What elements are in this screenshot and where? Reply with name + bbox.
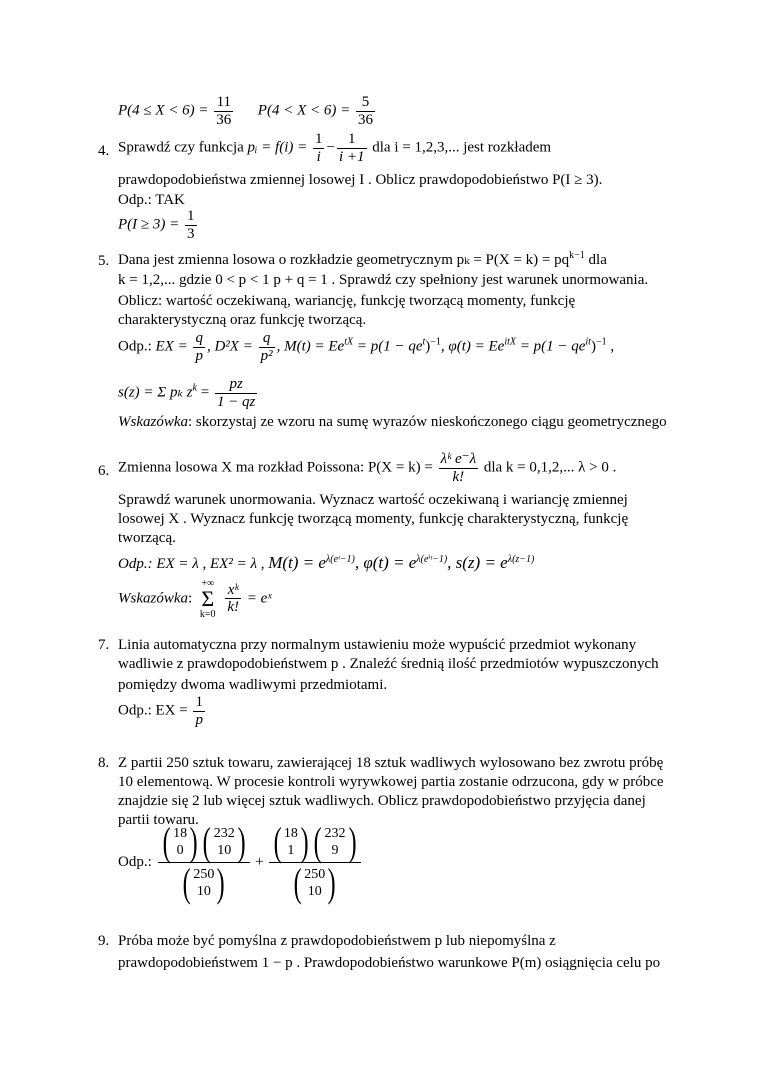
eq2-num: 5 bbox=[356, 94, 375, 112]
q5-sz bbox=[118, 376, 259, 410]
q8-b2-bot: 10 bbox=[217, 843, 232, 858]
q8-binom-250-10-b: ( 250 10 ) bbox=[293, 860, 336, 905]
eq1-fraction bbox=[214, 94, 233, 128]
q4-ans-num: 1 bbox=[187, 208, 195, 224]
q6-sum-bot: k=0 bbox=[199, 608, 216, 620]
q8-b5-top: 232 bbox=[324, 825, 346, 841]
q5-mt3: ) bbox=[425, 338, 431, 355]
q8-b6-bot: 10 bbox=[307, 884, 322, 899]
q7-odp: Odp.: EX = bbox=[118, 702, 188, 719]
q5-line1-end: dla bbox=[584, 252, 607, 268]
q6-f-num: λᵏ e⁻λ bbox=[440, 451, 477, 467]
q6-hint-label: Wskazówka bbox=[118, 590, 188, 607]
q6-mt-sup: λ(eᵗ−1) bbox=[325, 554, 355, 565]
q5-hint bbox=[118, 414, 667, 431]
q5-sz-den: 1 − qz bbox=[216, 393, 256, 410]
q6-sum-top: +∞ bbox=[201, 578, 215, 589]
q6-text-a: Zmienna losowa X ma rozkład Poissona: P(X = k) = bbox=[118, 459, 433, 476]
q5-d2-den: p² bbox=[260, 347, 273, 364]
q5-sz-sup: k bbox=[192, 382, 197, 394]
q8-b4-bot: 1 bbox=[287, 843, 295, 858]
q4-answer-label: Odp.: TAK bbox=[118, 192, 185, 208]
q8-frac2 bbox=[269, 819, 361, 905]
q5-ex: EX = bbox=[155, 338, 188, 355]
q6-f-den: k! bbox=[452, 468, 465, 485]
q7-ans-den: p bbox=[195, 711, 203, 728]
eq1-den: 36 bbox=[216, 111, 232, 128]
q8-number: 8. bbox=[98, 755, 110, 771]
q5-line1 bbox=[118, 250, 607, 269]
q5-phi2: = p(1 − qe bbox=[515, 338, 586, 355]
q4-f2-den: i +1 bbox=[338, 148, 365, 165]
q5-mt: , M(t) = Ee bbox=[276, 338, 345, 355]
q8-binom-18-1: ( 18 1 ) bbox=[273, 819, 309, 864]
q5-ex-den: p bbox=[195, 347, 203, 364]
q8-b4-top: 18 bbox=[283, 825, 298, 841]
q5-sz-eq: = bbox=[196, 384, 210, 401]
q7-ans-num: 1 bbox=[195, 694, 203, 710]
q4-ans-eq-label: P(I ≥ 3) = bbox=[118, 216, 180, 233]
q6-h-eq: = eˣ bbox=[246, 590, 272, 607]
q5-d2-frac bbox=[259, 330, 275, 364]
q8-line1: Z partii 250 sztuk towaru, zawierającej 18 sztuk wadliwych wylosowano bez zwrotu próbę bbox=[118, 755, 664, 771]
q8-b5-bot: 9 bbox=[331, 843, 339, 858]
q4-f1-den: i bbox=[316, 148, 321, 165]
q5-phi-sup: itX bbox=[504, 336, 516, 348]
q6-phi-sup: λ(eⁱᵗ−1) bbox=[416, 554, 448, 565]
q8-odp: Odp.: bbox=[118, 853, 152, 870]
q5-sz-text: s(z) = Σ pₖ z bbox=[118, 384, 193, 401]
q7-answer bbox=[118, 694, 207, 728]
q5-mt3-sup: −1 bbox=[430, 336, 441, 348]
q5-mt2: = p(1 − qe bbox=[353, 338, 423, 355]
q6-line4: tworzącą. bbox=[118, 530, 176, 546]
q4-text-a: Sprawdź czy funkcja bbox=[118, 139, 244, 156]
eq2-label: P(4 < X < 6) = bbox=[257, 102, 351, 119]
q7-line2: wadliwie z prawdopodobieństwem p . Znaleźć średnią ilość przedmiotów wypuszczonych bbox=[118, 656, 659, 672]
eq1-num: 11 bbox=[214, 94, 233, 112]
q5-answer bbox=[118, 330, 614, 364]
q4-ans-frac bbox=[185, 208, 197, 242]
q5-phi-end: , bbox=[606, 338, 615, 355]
q4-ans-den: 3 bbox=[187, 225, 195, 242]
q6-text-b: dla k = 0,1,2,... λ > 0 . bbox=[483, 459, 617, 476]
top-equations bbox=[118, 94, 377, 128]
q6-h-den: k! bbox=[227, 599, 239, 616]
q6-answer bbox=[118, 553, 534, 573]
q6-hint-frac bbox=[225, 582, 241, 616]
q7-number: 7. bbox=[98, 637, 110, 653]
q7-line3: pomiędzy dwoma wadliwymi przedmiotami. bbox=[118, 677, 388, 693]
q4-number: 4. bbox=[98, 143, 110, 159]
q6-line2: Sprawdź warunek unormowania. Wyznacz wartość oczekiwaną i wariancję zmiennej bbox=[118, 492, 628, 508]
q8-binom-232-9: ( 232 9 ) bbox=[313, 819, 357, 864]
q8-b3-top: 250 bbox=[193, 866, 215, 882]
q5-number: 5. bbox=[98, 253, 110, 269]
q7-line1: Linia automatyczna przy normalnym ustawieniu może wypuścić przedmiot wykonany bbox=[118, 637, 637, 653]
q8-binom-18-0: ( 18 0 ) bbox=[162, 819, 198, 864]
q8-b1-bot: 0 bbox=[176, 843, 184, 858]
q5-phi2-sup: it bbox=[585, 336, 591, 348]
q8-frac2-num bbox=[269, 819, 361, 864]
q8-frac1-den bbox=[158, 860, 250, 905]
q6-sz: , s(z) = e bbox=[447, 553, 508, 572]
q5-phi: , φ(t) = Ee bbox=[440, 338, 505, 355]
q9-number: 9. bbox=[98, 933, 110, 949]
q6-mt: M(t) = e bbox=[268, 553, 326, 572]
eq1-label: P(4 ≤ X < 6) = bbox=[118, 102, 209, 119]
q4-formula: pᵢ = f(i) = bbox=[247, 139, 308, 156]
q8-b2-top: 232 bbox=[213, 825, 235, 841]
q6-line3: losowej X . Wyznacz funkcję tworzącą momenty, funkcję charakterystyczną, funkcję bbox=[118, 511, 629, 527]
q6-sum bbox=[198, 578, 218, 620]
q5-d2-num: q bbox=[259, 330, 275, 348]
q4-answer-eq bbox=[118, 208, 199, 242]
q5-sz-frac bbox=[215, 376, 257, 410]
q4-text-b: dla i = 1,2,3,... jest rozkładem bbox=[372, 139, 552, 156]
q5-sz-num: pz bbox=[215, 376, 257, 394]
q6-sum-sym: Σ bbox=[201, 586, 215, 611]
q6-odp: Odp.: EX = λ , EX² = λ , bbox=[118, 556, 265, 572]
q9-line2: prawdopodobieństwem 1 − p . Prawdopodobieństwo warunkowe P(m) osiągnięcia celu po bbox=[118, 955, 661, 971]
q5-line1-sup: k−1 bbox=[569, 250, 585, 261]
q4-f1-num: 1 bbox=[314, 131, 323, 147]
q5-phi3-sup: −1 bbox=[595, 336, 607, 348]
q8-b3-bot: 10 bbox=[196, 884, 211, 899]
q5-d2: , D²X = bbox=[206, 338, 253, 355]
q5-odp: Odp.: bbox=[118, 338, 152, 355]
q4-frac1 bbox=[313, 131, 325, 165]
q8-binom-250-10-a: ( 250 10 ) bbox=[182, 860, 226, 905]
q7-ans-frac bbox=[193, 694, 205, 728]
q8-frac1-num bbox=[158, 819, 250, 864]
q4-line1 bbox=[118, 131, 551, 165]
q9-line1: Próba może być pomyślna z prawdopodobieństwem p lub niepomyślna z bbox=[118, 933, 556, 949]
q5-hint-label: Wskazówka bbox=[118, 414, 188, 430]
q8-line4: partii towaru. bbox=[118, 812, 199, 828]
q8-line3: znajdzie się 2 lub więcej sztuk wadliwych. Oblicz prawdopodobieństwo przyjęcia danej bbox=[118, 793, 646, 809]
q5-hint-text: : skorzystaj ze wzoru na sumę wyrazów nieskończonego ciągu geometrycznego bbox=[188, 414, 667, 430]
q6-phi: , φ(t) = e bbox=[354, 553, 417, 572]
q8-line2: 10 elementową. W procesie kontroli wyrywkowej partia zostanie odrzucona, gdy w próbce bbox=[118, 774, 664, 790]
q8-frac2-den bbox=[269, 860, 361, 905]
q6-sz-sup: λ(z−1) bbox=[507, 554, 535, 565]
q5-line4: charakterystyczną oraz funkcję tworzącą. bbox=[118, 312, 367, 328]
q8-frac1 bbox=[158, 819, 250, 905]
q5-line1-text: Dana jest zmienna losowa o rozkładzie geometrycznym pₖ = P(X = k) = pq bbox=[118, 252, 570, 268]
q8-b1-top: 18 bbox=[173, 825, 188, 841]
q5-phi3: ) bbox=[590, 338, 596, 355]
q8-b6-top: 250 bbox=[304, 866, 326, 882]
q6-number: 6. bbox=[98, 463, 110, 479]
eq2-fraction bbox=[356, 94, 375, 128]
q8-binom-232-10: ( 232 10 ) bbox=[203, 819, 246, 864]
q6-hint bbox=[118, 578, 271, 620]
q4-f2-num: 1 bbox=[337, 131, 367, 149]
q4-line2: prawdopodobieństwa zmiennej losowej I . Oblicz prawdopodobieństwo P(I ≥ 3). bbox=[118, 172, 603, 188]
q4-frac2 bbox=[337, 131, 367, 165]
q5-line2: k = 1,2,... gdzie 0 < p < 1 p + q = 1 . Sprawdź czy spełniony jest warunek unormowania. bbox=[118, 272, 649, 288]
q5-mt-sup: tX bbox=[344, 336, 354, 348]
q8-plus: + bbox=[255, 853, 264, 870]
eq2-den: 36 bbox=[357, 111, 373, 128]
q6-hint-colon: : bbox=[188, 590, 193, 607]
q5-ex-num: q bbox=[195, 330, 203, 346]
q6-line1 bbox=[118, 451, 616, 485]
q6-h-num: xᵏ bbox=[225, 582, 241, 600]
q6-frac bbox=[439, 451, 479, 485]
q5-ex-frac bbox=[193, 330, 205, 364]
q5-mt2-sup: t bbox=[422, 336, 426, 348]
q4-minus: − bbox=[326, 139, 335, 156]
q5-line3: Oblicz: wartość oczekiwaną, wariancję, funkcję tworzącą momenty, funkcję bbox=[118, 293, 576, 309]
